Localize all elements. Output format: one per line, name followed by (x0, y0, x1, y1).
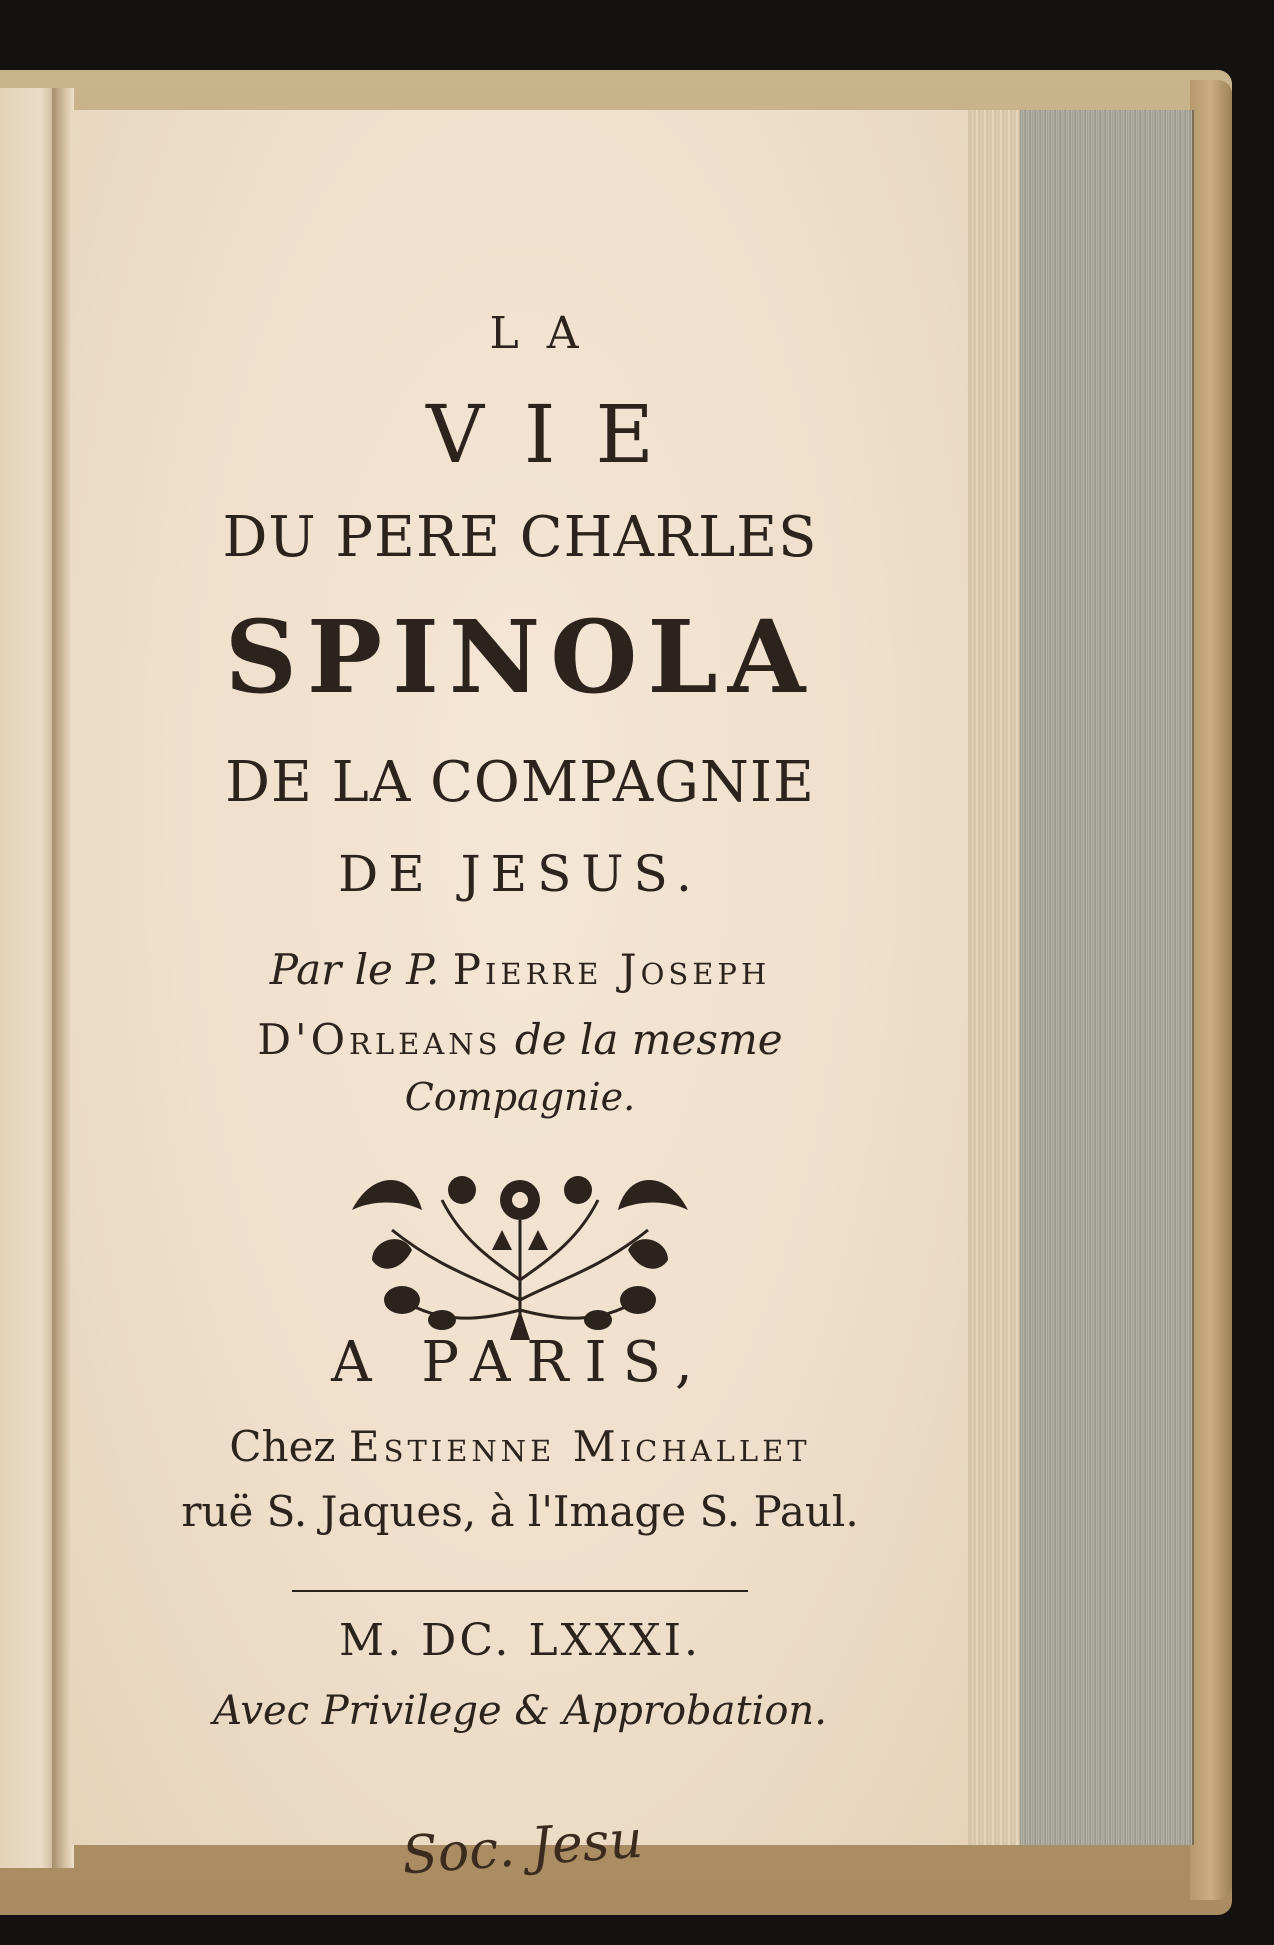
title-line-vie: VIE (426, 388, 694, 481)
imprint-city: A PARIS, (331, 1330, 709, 1395)
title-line-la: LA (489, 308, 607, 359)
title-page (70, 110, 970, 1887)
author-de-la-mesme: de la mesme (514, 1015, 783, 1064)
privilege-line: Avec Privilege & Approbation. (213, 1688, 827, 1734)
page-leaves (972, 110, 1020, 1845)
book (0, 70, 1232, 1915)
imprint-printer: Estienne Michallet (348, 1422, 811, 1471)
publication-date: M. DC. LXXXI. (339, 1615, 701, 1666)
left-page-edge (0, 88, 58, 1868)
handwritten-signature: Soc. Jesu (400, 1809, 645, 1887)
author-compagnie: Compagnie. (404, 1075, 636, 1119)
imprint-rule (292, 1590, 748, 1592)
title-line-du-pere: DU PERE CHARLES (222, 505, 818, 570)
author-line-2 (70, 1015, 970, 1064)
page-fore-edge (970, 110, 1194, 1845)
author-line-1 (70, 945, 970, 994)
binding-edge (1190, 80, 1232, 1900)
floral-ornament-icon (332, 1150, 708, 1340)
imprint-address: ruë S. Jaques, à l'Image S. Paul. (181, 1487, 859, 1536)
author-name-1: Pierre Joseph (452, 945, 771, 994)
title-line-compagnie: DE LA COMPAGNIE (225, 750, 815, 815)
author-par-le: Par le P. (269, 945, 440, 994)
author-name-2: D'Orleans (257, 1015, 502, 1064)
title-line-spinola: SPINOLA (224, 598, 816, 716)
imprint-printer-line (70, 1422, 970, 1471)
imprint-chez: Chez (229, 1422, 336, 1471)
title-line-jesus: DE JESUS. (338, 845, 702, 903)
